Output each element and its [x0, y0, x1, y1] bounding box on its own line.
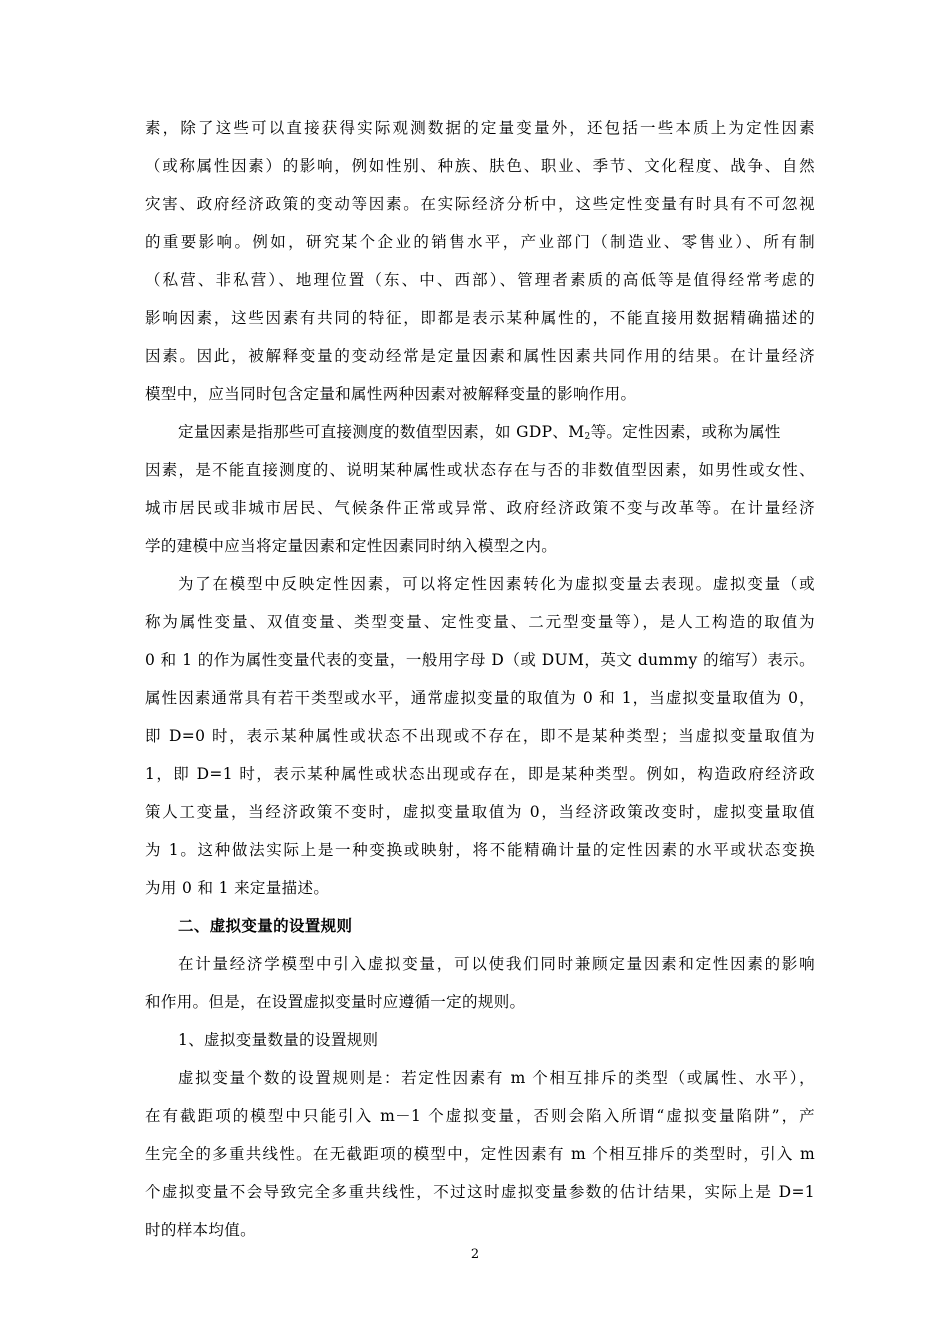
text-line: 城市居民或非城市居民、气候条件正常或异常、政府经济政策不变与改革等。在计量经济: [145, 499, 815, 517]
text-line: 策人工变量，当经济政策不变时，虚拟变量取值为 0，当经济政策改变时，虚拟变量取值: [145, 803, 815, 821]
text-run: 定量因素是指那些可直接测度的数值型因素，如 GDP、M: [178, 423, 585, 441]
text-line: 为了在模型中反映定性因素，可以将定性因素转化为虚拟变量去表现。虚拟变量（或: [178, 575, 815, 593]
text-run: 等。定性因素，或称为属性: [590, 423, 781, 441]
page-number: 2: [470, 1247, 480, 1262]
text-line: 为 1。这种做法实际上是一种变换或映射，将不能精确计量的定性因素的水平或状态变换: [145, 841, 815, 859]
text-line: [178, 422, 815, 442]
text-line: 灾害、政府经济政策的变动等因素。在实际经济分析中，这些定性变量有时具有不可忽视: [145, 195, 815, 213]
section-heading: 二、虚拟变量的设置规则: [178, 916, 353, 935]
text-line: 称为属性变量、双值变量、类型变量、定性变量、二元型变量等），是人工构造的取值为: [145, 613, 815, 631]
subsection-heading: 1、虚拟变量数量的设置规则: [178, 1031, 379, 1049]
text-line: 因素。因此，被解释变量的变动经常是定量因素和属性因素共同作用的结果。在计量经济: [145, 347, 815, 365]
text-line: 影响因素，这些因素有共同的特征，即都是表示某种属性的，不能直接用数据精确描述的: [145, 309, 815, 327]
text-line: 学的建模中应当将定量因素和定性因素同时纳入模型之内。: [145, 537, 558, 555]
text-line: （或称属性因素）的影响，例如性别、种族、肤色、职业、季节、文化程度、战争、自然: [145, 157, 815, 175]
text-line: 和作用。但是，在设置虚拟变量时应遵循一定的规则。: [145, 993, 526, 1011]
text-line: 0 和 1 的作为属性变量代表的变量，一般用字母 D（或 DUM，英文 dummy 的缩写）表示。: [145, 651, 815, 669]
text-line: 生完全的多重共线性。在无截距项的模型中，定性因素有 m 个相互排斥的类型时，引入 m: [145, 1145, 815, 1163]
text-line: 在计量经济学模型中引入虚拟变量，可以使我们同时兼顾定量因素和定性因素的影响: [178, 955, 815, 973]
text-line: 为用 0 和 1 来定量描述。: [145, 879, 330, 897]
text-line: 在有截距项的模型中只能引入 m－1 个虚拟变量，否则会陷入所谓“虚拟变量陷阱”，产: [145, 1107, 815, 1125]
text-line: 即 D=0 时，表示某种属性或状态不出现或不存在，即不是某种类型；当虚拟变量取值为: [145, 727, 815, 745]
subscript: 2: [584, 432, 591, 442]
text-line: （私营、非私营）、地理位置（东、中、西部）、管理者素质的高低等是值得经常考虑的: [145, 271, 815, 289]
text-line: 1，即 D=1 时，表示某种属性或状态出现或存在，即是某种类型。例如，构造政府经济政: [145, 765, 815, 783]
text-line: 时的样本均值。: [145, 1221, 256, 1239]
text-line: 模型中，应当同时包含定量和属性两种因素对被解释变量的影响作用。: [145, 385, 637, 403]
text-line: 因素，是不能直接测度的、说明某种属性或状态存在与否的非数值型因素，如男性或女性、: [145, 461, 815, 479]
text-line: 属性因素通常具有若干类型或水平，通常虚拟变量的取值为 0 和 1，当虚拟变量取值为 0，: [145, 689, 815, 707]
text-line: 的重要影响。例如，研究某个企业的销售水平，产业部门（制造业、零售业）、所有制: [145, 233, 815, 251]
text-line: 素，除了这些可以直接获得实际观测数据的定量变量外，还包括一些本质上为定性因素: [145, 119, 815, 137]
text-line: 个虚拟变量不会导致完全多重共线性，不过这时虚拟变量参数的估计结果，实际上是 D=1: [145, 1183, 815, 1201]
text-line: 虚拟变量个数的设置规则是：若定性因素有 m 个相互排斥的类型（或属性、水平），: [178, 1069, 815, 1087]
